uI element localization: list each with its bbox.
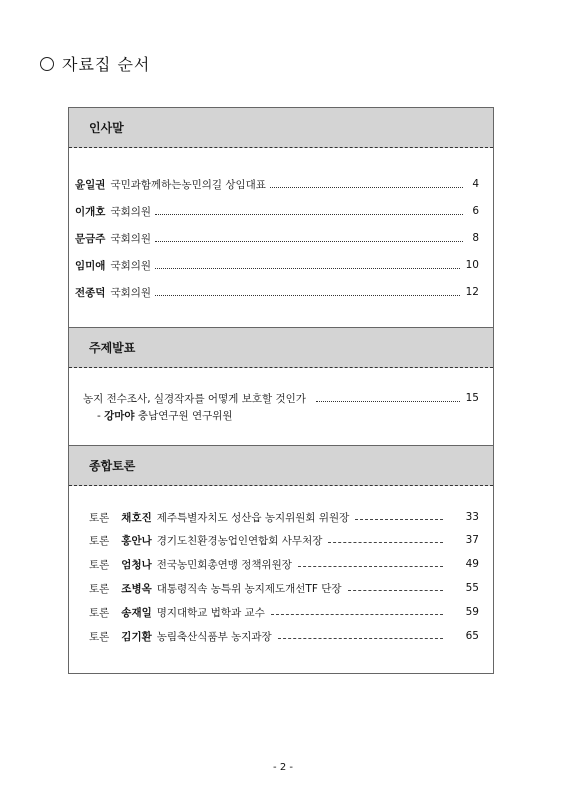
section-header-greeting: [69, 108, 493, 148]
page-number: 37: [465, 534, 479, 546]
discussant-role: 명지대학교 법학과 교수: [156, 606, 265, 619]
discussant-name: 엄청나: [121, 558, 152, 571]
dash-leader: [348, 590, 444, 591]
speaker-name: 임미애: [75, 259, 106, 272]
speaker-role: 국회의원: [110, 259, 152, 272]
page-number: 49: [465, 558, 479, 570]
section-title-greeting: 인사말: [89, 121, 124, 135]
speaker-role: 국회의원: [110, 232, 152, 245]
page-number: 8: [472, 232, 479, 244]
page-number: 33: [465, 511, 479, 523]
speaker-name: 전종덕: [75, 286, 106, 299]
discussion-label: 토론: [89, 534, 110, 547]
greeting-row: [75, 230, 479, 246]
discussion-row: [89, 532, 479, 548]
discussant-name: 조병옥: [121, 582, 152, 595]
greeting-row: [75, 176, 479, 192]
discussant-role: 경기도친환경농업인연합회 사무처장: [156, 534, 323, 547]
discussion-row: [89, 604, 479, 620]
discussant-name: 채호진: [121, 511, 152, 524]
discussion-row: [89, 580, 479, 596]
theme-entry: [83, 390, 479, 423]
dot-leader: [155, 214, 463, 215]
section-title-theme: 주제발표: [89, 341, 136, 355]
speaker-role: 국회의원: [110, 205, 152, 218]
page-number: 15: [465, 392, 479, 404]
page-number: 12: [465, 286, 479, 298]
discussant-name: 김기환: [121, 630, 152, 643]
circle-bullet-icon: [40, 57, 54, 71]
presenter-role: 충남연구원 연구위원: [137, 410, 233, 422]
discussion-label: 토론: [89, 630, 110, 643]
presenter-name: 강마야: [104, 410, 135, 422]
page-number: 10: [465, 259, 479, 271]
dash-leader: [271, 614, 443, 615]
greeting-row: [75, 203, 479, 219]
section-title-discussion: 종합토론: [89, 459, 136, 473]
page-number: 4: [472, 178, 479, 190]
toc-heading-text: 자료집 순서: [62, 55, 151, 74]
discussant-role: 농림축산식품부 농지과장: [156, 630, 272, 643]
dash-leader: [355, 519, 443, 520]
toc-heading: [40, 52, 150, 75]
dot-leader: [155, 268, 460, 269]
dash-leader: [328, 542, 443, 543]
section-header-theme: [69, 328, 493, 368]
theme-topic: 농지 전수조사, 실경작자를 어떻게 보호할 것인가: [83, 392, 306, 405]
presenter-line: [97, 408, 479, 423]
toc-box: [68, 107, 494, 674]
page-number: 55: [465, 582, 479, 594]
discussant-role: 대통령직속 농특위 농지제도개선TF 단장: [156, 582, 342, 595]
dot-leader: [316, 401, 460, 402]
speaker-name: 윤일권: [75, 178, 106, 191]
speaker-name: 문금주: [75, 232, 106, 245]
discussion-label: 토론: [89, 606, 110, 619]
page-number: 65: [465, 630, 479, 642]
dash-leader: [298, 566, 443, 567]
speaker-role: 국민과함께하는농민의길 상임대표: [110, 178, 266, 191]
discussion-row: [89, 509, 479, 525]
discussion-row: [89, 556, 479, 572]
dash-leader: [278, 638, 443, 639]
discussion-row: [89, 628, 479, 644]
discussant-role: 전국농민회총연맹 정책위원장: [156, 558, 292, 571]
speaker-name: 이개호: [75, 205, 106, 218]
presenter-prefix: -: [97, 410, 105, 422]
discussant-name: 홍안나: [121, 534, 152, 547]
section-header-discussion: [69, 446, 493, 486]
page-number: 59: [465, 606, 479, 618]
page-number: 6: [472, 205, 479, 217]
greeting-row: [75, 257, 479, 273]
discussant-role: 제주특별자치도 성산읍 농지위원회 위원장: [156, 511, 350, 524]
discussion-label: 토론: [89, 558, 110, 571]
discussant-name: 송재일: [121, 606, 152, 619]
discussion-label: 토론: [89, 582, 110, 595]
page-footer: - 2 -: [273, 762, 293, 773]
discussion-label: 토론: [89, 511, 110, 524]
dot-leader: [155, 295, 460, 296]
greeting-row: [75, 284, 479, 300]
dot-leader: [270, 187, 463, 188]
dot-leader: [155, 241, 463, 242]
speaker-role: 국회의원: [110, 286, 152, 299]
